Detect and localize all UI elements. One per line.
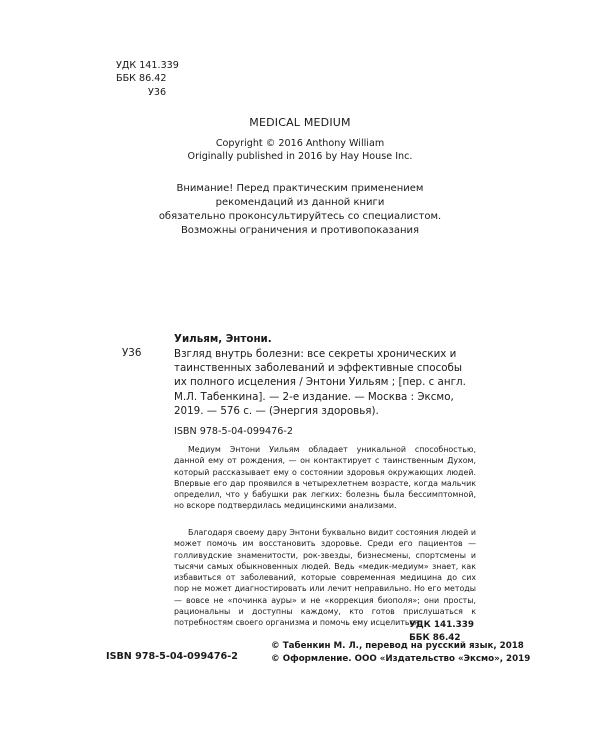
annotation-paragraph: Медиум Энтони Уильям обладает уникальной способностью, данной ему от рождения, — он контактирует с таинственным Духом, который рассказывает ему о состоянии здоровья окружающих людей. Впервые его дар проявился в четырехлетнем возрасте, когда мальчик определил, что у бабушки рак легких: болезнь была бессимптомной, но вскоре подтвердилась медицинскими анализами. xyxy=(174,445,476,511)
design-rights: © Оформление. ООО «Издательство «Эксмо», 2019 xyxy=(271,654,531,665)
warning-line: рекомендаций из данной книги xyxy=(215,196,385,208)
author-mark: У36 xyxy=(148,86,167,98)
bib-isbn: ISBN 978-5-04-099476-2 xyxy=(174,426,293,437)
annotation-paragraph: Благодаря своему дару Энтони буквально видит состояния людей и может помочь им восстановить здоровье. Среди его пациентов — голливудские знаменитости, рок-звезды, бизнесмены, спортсмены и тысячи самых обыкновенных людей. Ведь «медик-медиум» знает, как избавиться от заболеваний, которые современная медицина до сих пор не может диагностировать или лечит неправильно. Но его методы — вовсе не «починка ауры» и не «коррекция биополя»; они просты, рациональны и доступны каждому, кто готов прислушаться к потребностям своего организма и помочь ему исцелиться. xyxy=(174,528,476,628)
isbn-bottom: ISBN 978-5-04-099476-2 xyxy=(106,651,238,662)
warning-block xyxy=(0,182,600,238)
publisher-line: Originally published in 2016 by Hay House Inc. xyxy=(187,151,413,163)
warning-line: обязательно проконсультируйтесь со специалистом. xyxy=(158,210,442,222)
bib-author-mark: У36 xyxy=(122,347,142,359)
translation-rights: © Табенкин М. Л., перевод на русский язык, 2018 xyxy=(271,641,524,651)
copyright-block xyxy=(0,137,600,164)
original-title: MEDICAL MEDIUM xyxy=(249,116,351,129)
copyright-line: Copyright © 2016 Anthony William xyxy=(215,138,385,149)
bib-author: Уильям, Энтони. xyxy=(174,333,272,345)
bbk-code: ББК 86.42 xyxy=(409,633,461,643)
warning-line: Внимание! Перед практическим применением xyxy=(176,183,424,194)
warning-line: Возможны ограничения и противопоказания xyxy=(180,224,420,236)
udk-code: УДК 141.339 xyxy=(116,60,179,71)
bib-description: Взгляд внутрь болезни: все секреты хронических и таинственных заболеваний и эффективные способы их полного исцеления / Энтони Уильям ; [пер. с англ. М.Л. Табенкина]. — 2-е издание. — Москва : Эксмо, 2019. — 576 с. — (Энергия здоровья). xyxy=(174,348,466,417)
rights-block xyxy=(271,640,530,666)
classification-codes xyxy=(116,59,179,99)
bbk-code: ББК 86.42 xyxy=(116,73,167,85)
udk-code: УДК 141.339 xyxy=(409,620,474,630)
